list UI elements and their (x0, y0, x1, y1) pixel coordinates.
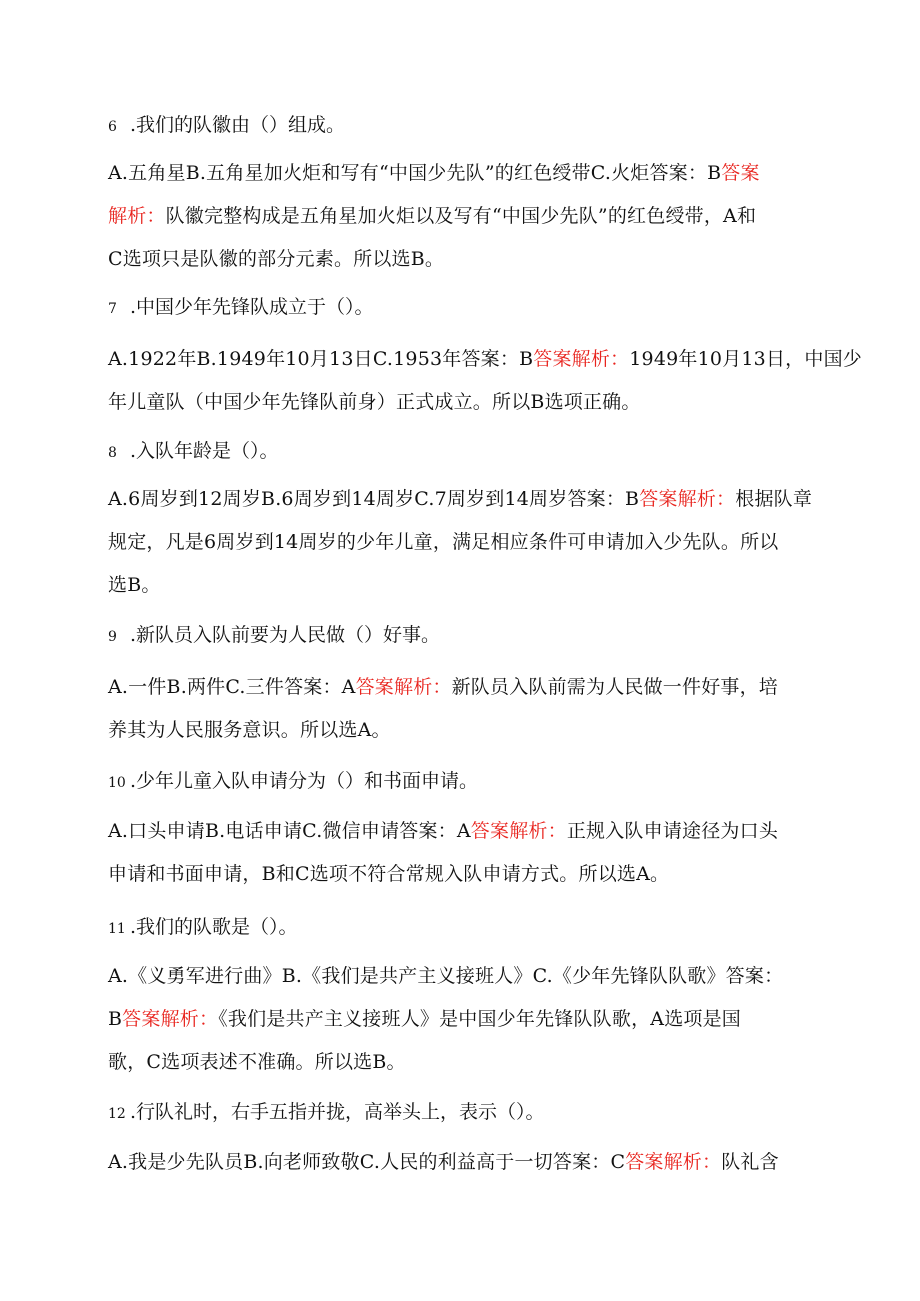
answer-line (108, 338, 862, 381)
answer-line (108, 521, 808, 564)
answer-analysis-label: 答案解析： (533, 348, 630, 370)
answer-text: 申请和书面申请，B和C选项不符合常规入队申请方式。所以选A。 (108, 863, 670, 885)
question-number: 12 (108, 1106, 126, 1122)
question-12 (108, 1103, 545, 1122)
answer-line (108, 564, 808, 607)
answer-10 (108, 810, 808, 896)
question-number: 7 (108, 301, 117, 317)
answer-text: A.一件B.两件C.三件答案：A (108, 676, 356, 698)
answer-text: A.《义勇军进行曲》B.《我们是共产主义接班人》C.《少年先锋队队歌》答案： (108, 965, 784, 987)
answer-text: A.6周岁到12周岁B.6周岁到14周岁C.7周岁到14周岁答案：B (108, 488, 640, 510)
answer-line (108, 478, 813, 521)
answer-line (108, 1041, 808, 1084)
answer-text: 正规入队申请途径为口头 (566, 820, 779, 842)
answer-text: 队徽完整构成是五角星加火炬以及写有“中国少先队”的红色绶带，A和 (165, 205, 757, 227)
answer-analysis-label: 答案解析： (355, 676, 452, 698)
answer-text: 歌，C选项表述不准确。所以选B。 (108, 1051, 406, 1073)
answer-9 (108, 666, 808, 752)
answer-line (108, 998, 808, 1041)
question-10 (108, 772, 478, 791)
answer-text: 选B。 (108, 574, 161, 596)
answer-8 (108, 478, 813, 607)
question-number: 6 (108, 119, 117, 135)
answer-text: 规定，凡是6周岁到14周岁的少年儿童，满足相应条件可申请加入少先队。所以 (108, 531, 779, 553)
question-text: .行队礼时，右手五指并拢，高举头上，表示（）。 (130, 1101, 545, 1123)
question-11 (108, 918, 298, 937)
answer-line (108, 195, 808, 238)
answer-line (108, 381, 808, 424)
question-text: .我们的队歌是（）。 (130, 916, 298, 938)
answer-line (108, 709, 808, 752)
answer-6 (108, 152, 808, 281)
question-number: 9 (108, 629, 117, 645)
question-number: 8 (108, 445, 117, 461)
answer-analysis-label: 解析： (108, 205, 166, 227)
question-text: .入队年龄是（）。 (130, 440, 279, 462)
answer-line (108, 666, 808, 709)
answer-text: B (108, 1008, 123, 1030)
answer-text: A.口头申请B.电话申请C.微信申请答案：A (108, 820, 471, 842)
answer-text: 1949年10月13日，中国少 (629, 348, 862, 370)
answer-analysis-label: 答案解析： (470, 820, 567, 842)
question-number: 11 (108, 921, 126, 937)
question-8 (108, 442, 279, 461)
answer-text: 年儿童队（中国少年先锋队前身）正式成立。所以B选项正确。 (108, 391, 641, 413)
question-text: .新队员入队前要为人民做（）好事。 (130, 624, 441, 646)
answer-analysis-label: 答案解析： (122, 1008, 219, 1030)
question-text: .中国少年先锋队成立于（）。 (130, 296, 374, 318)
question-text: .少年儿童入队申请分为（）和书面申请。 (130, 770, 479, 792)
answer-line (108, 1141, 808, 1184)
answer-text: 新队员入队前需为人民做一件好事，培 (451, 676, 779, 698)
answer-line (108, 152, 808, 195)
answer-11 (108, 955, 808, 1084)
question-number: 10 (108, 775, 126, 791)
answer-text: A.五角星B.五角星加火炬和写有“中国少先队”的红色绶带C.火炬答案：B (108, 162, 722, 184)
answer-analysis-label: 答案解析： (639, 488, 736, 510)
answer-line (108, 810, 808, 853)
question-9 (108, 626, 440, 645)
question-6 (108, 116, 345, 135)
answer-line (108, 955, 808, 998)
answer-text: A.1922年B.1949年10月13日C.1953年答案：B (108, 348, 534, 370)
answer-analysis-label: 答案 (721, 162, 760, 184)
question-7 (108, 298, 374, 317)
answer-line (108, 238, 808, 281)
answer-text: A.我是少先队员B.向老师致敬C.人民的利益高于一切答案：C (108, 1151, 626, 1173)
answer-text: 队礼含 (721, 1151, 779, 1173)
answer-text: C选项只是队徽的部分元素。所以选B。 (108, 248, 445, 270)
answer-7 (108, 338, 862, 424)
answer-text: 《我们是共产主义接班人》是中国少年先锋队队歌，A选项是国 (218, 1008, 742, 1030)
answer-text: 养其为人民服务意识。所以选A。 (108, 719, 391, 741)
answer-analysis-label: 答案解析： (625, 1151, 722, 1173)
question-text: .我们的队徽由（）组成。 (130, 114, 346, 136)
answer-line (108, 853, 808, 896)
answer-12 (108, 1141, 808, 1184)
answer-text: 根据队章 (735, 488, 813, 510)
